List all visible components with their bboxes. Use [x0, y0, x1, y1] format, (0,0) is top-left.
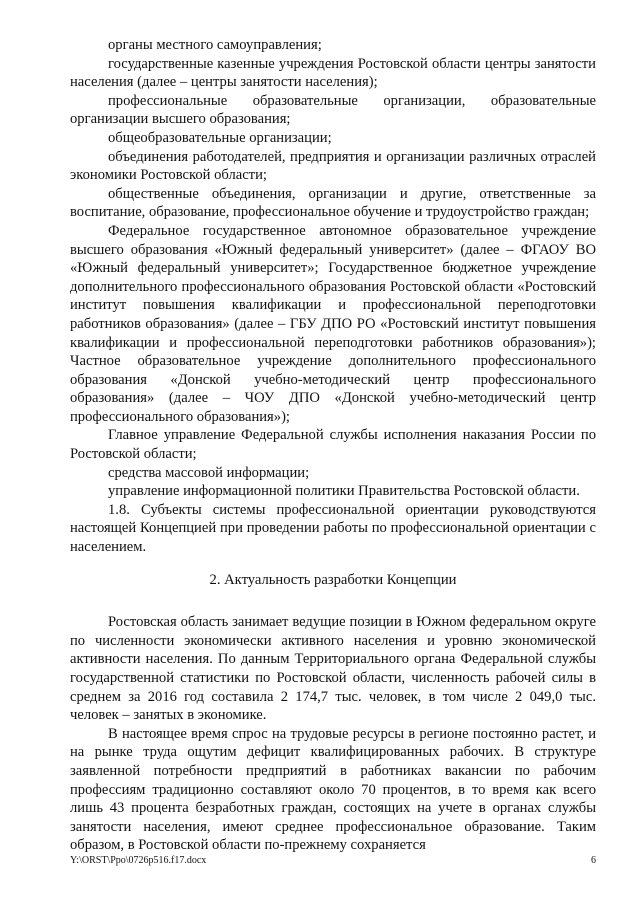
paragraph: общественные объединения, организации и другие, ответственные за воспитание, образование, профессиональное обучение и трудоустройство граждан;: [70, 185, 596, 221]
paragraph: объединения работодателей, предприятия и организации различных отраслей экономики Ростовской области;: [70, 148, 596, 184]
paragraph: Ростовская область занимает ведущие позиции в Южном федеральном округе по численности экономически активного населения и уровню экономической активности населения. По данным Территориального органа Федеральной службы государственной статистики по Ростовской области, численность рабочей силы в среднем за 2016 год составила 2 174,7 тыс. человек, в том числе 2 049,0 тыс. человек – занятых в экономике.: [70, 614, 596, 724]
paragraph: профессиональные образовательные организации, образовательные организации высшего образования;: [70, 92, 596, 128]
paragraph: В настоящее время спрос на трудовые ресурсы в регионе постоянно растет, и на рынке труда ощутим дефицит квалифицированных рабочих. В структуре заявленной потребности предприятий в работниках вакансии по рабочим профессиям традиционно составляют около 70 процентов, в то время как всего лишь 43 процента безработных граждан, состоящих на учете в органах службы занятости населения, имеют среднее профессиональное образование. Таким образом, в Ростовской области по-прежнему сохраняется: [70, 725, 596, 854]
page-number: 6: [591, 855, 596, 866]
section-heading: 2. Актуальность разработки Концепции: [209, 571, 457, 588]
paragraph: управление информационной политики Правительства Ростовской области.: [108, 483, 580, 500]
paragraph: органы местного самоуправления;: [108, 37, 322, 53]
paragraph: Главное управление Федеральной службы исполнения наказания России по Ростовской области;: [70, 427, 596, 463]
paragraph: общеобразовательные организации;: [108, 129, 332, 146]
footer-file-path: Y:\ORST\Ppo\0726p516.f17.docx: [70, 855, 207, 866]
document-body: [70, 36, 596, 855]
paragraph: средства массовой информации;: [108, 464, 310, 481]
paragraph: 1.8. Субъекты системы профессиональной ориентации руководствуются настоящей Концепцией при проведении работы по профессиональной ориентации с населением.: [70, 501, 596, 556]
paragraph: государственные казенные учреждения Ростовской области центры занятости населения (далее – центры занятости населения);: [70, 55, 596, 91]
paragraph: Федеральное государственное автономное образовательное учреждение высшего образования «Южный федеральный университет» (далее – ФГАОУ ВО «Южный федеральный университет»; Государственное бюджетное учреждение дополнительного профессионального образования Ростовской области «Ростовский институт повышения квалификации и профессиональной переподготовки работников образования» (далее – ГБУ ДПО РО «Ростовский институт повышения квалификации и профессиональной переподготовки работников образования»); Частное образовательное учреждение дополнительного профессионального образования «Донской учебно-методический центр профессионального образования» (далее – ЧОУ ДПО «Донской учебно-методический центр профессионального образования»);: [70, 222, 596, 425]
